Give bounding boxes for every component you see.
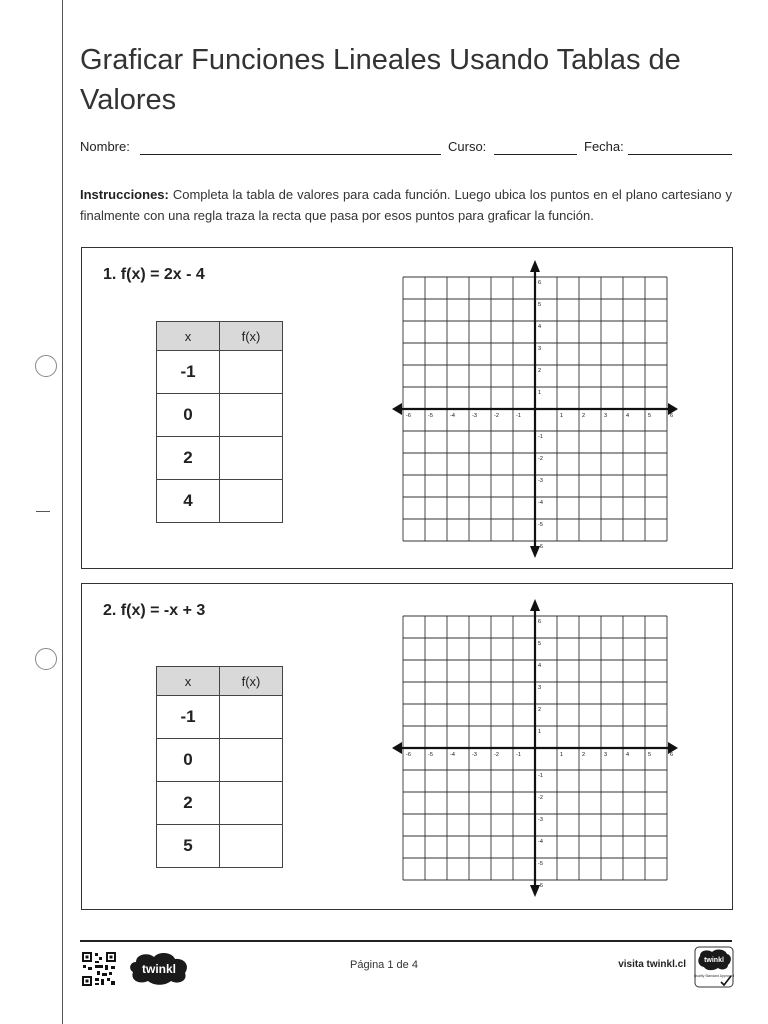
y-tick-label: 2 <box>538 368 542 374</box>
table-header-fx: f(x) <box>220 667 283 696</box>
x-tick-label: -1 <box>516 752 521 758</box>
page-number: Página 1 de 4 <box>350 959 418 971</box>
x-tick-label: -5 <box>428 752 433 758</box>
fold-mark <box>36 511 50 512</box>
x-value: 2 <box>157 437 220 480</box>
coordinate-plane[interactable] <box>388 597 682 899</box>
x-tick-label: 2 <box>582 752 586 758</box>
date-field[interactable] <box>628 154 732 155</box>
punch-hole <box>35 355 57 377</box>
y-tick-label: -2 <box>538 456 543 462</box>
x-tick-label: -3 <box>472 752 477 758</box>
values-table <box>156 321 283 523</box>
y-tick-label: 5 <box>538 641 542 647</box>
y-tick-label: 3 <box>538 346 542 352</box>
course-field[interactable] <box>494 154 577 155</box>
fx-input-cell[interactable] <box>220 696 283 739</box>
x-tick-label: 3 <box>604 752 608 758</box>
table-header-x: x <box>157 667 220 696</box>
fx-input-cell[interactable] <box>220 351 283 394</box>
table-row <box>157 825 283 868</box>
table-row <box>157 739 283 782</box>
exercise-panel-1 <box>81 247 733 569</box>
y-tick-label: 1 <box>538 729 542 735</box>
course-label: Curso: <box>448 139 487 154</box>
fx-input-cell[interactable] <box>220 739 283 782</box>
x-value: 0 <box>157 394 220 437</box>
x-tick-label: 4 <box>626 752 630 758</box>
x-tick-label: -6 <box>406 413 411 419</box>
exercise-label: 1. f(x) = 2x - 4 <box>103 266 205 283</box>
table-row <box>157 480 283 523</box>
coordinate-plane[interactable] <box>388 258 682 560</box>
x-value: 5 <box>157 825 220 868</box>
fx-input-cell[interactable] <box>220 782 283 825</box>
x-tick-label: -6 <box>406 752 411 758</box>
page-title: Graficar Funciones Lineales Usando Tablas de Valores <box>80 44 681 116</box>
y-tick-label: 6 <box>538 619 542 625</box>
y-tick-label: -6 <box>538 883 543 889</box>
x-tick-label: 2 <box>582 413 586 419</box>
x-value: 4 <box>157 480 220 523</box>
y-tick-label: -4 <box>538 500 543 506</box>
table-row <box>157 782 283 825</box>
badge-caption: Quality Standard Approved <box>694 974 734 978</box>
y-tick-label: -6 <box>538 544 543 550</box>
quality-badge-icon <box>694 946 734 988</box>
x-value: 2 <box>157 782 220 825</box>
y-tick-label: 2 <box>538 707 542 713</box>
table-row <box>157 696 283 739</box>
x-tick-label: -4 <box>450 752 455 758</box>
y-tick-label: -3 <box>538 817 543 823</box>
x-value: -1 <box>157 696 220 739</box>
fx-input-cell[interactable] <box>220 480 283 523</box>
y-tick-label: 4 <box>538 663 542 669</box>
y-tick-label: 4 <box>538 324 542 330</box>
x-value: -1 <box>157 351 220 394</box>
exercise-panel-2 <box>81 583 733 910</box>
x-tick-label: -5 <box>428 413 433 419</box>
x-tick-label: -2 <box>494 413 499 419</box>
arrow-left-icon <box>392 403 402 415</box>
fx-input-cell[interactable] <box>220 825 283 868</box>
x-value: 0 <box>157 739 220 782</box>
y-tick-label: -1 <box>538 434 543 440</box>
date-label: Fecha: <box>584 139 624 154</box>
y-tick-label: -5 <box>538 861 543 867</box>
y-tick-label: 6 <box>538 280 542 286</box>
student-fields <box>80 139 732 159</box>
instructions-label: Instrucciones: <box>80 187 169 202</box>
x-tick-label: 1 <box>560 752 564 758</box>
x-tick-label: 6 <box>670 413 674 419</box>
arrow-up-icon <box>530 599 540 611</box>
y-tick-label: -3 <box>538 478 543 484</box>
x-tick-label: -4 <box>450 413 455 419</box>
x-tick-label: 1 <box>560 413 564 419</box>
x-tick-label: -1 <box>516 413 521 419</box>
y-tick-label: -5 <box>538 522 543 528</box>
values-table <box>156 666 283 868</box>
x-tick-label: 4 <box>626 413 630 419</box>
margin-line <box>62 0 63 1024</box>
y-tick-label: -1 <box>538 773 543 779</box>
x-tick-label: -3 <box>472 413 477 419</box>
fx-input-cell[interactable] <box>220 394 283 437</box>
arrow-up-icon <box>530 260 540 272</box>
fx-input-cell[interactable] <box>220 437 283 480</box>
y-tick-label: 5 <box>538 302 542 308</box>
y-tick-label: 1 <box>538 390 542 396</box>
name-label: Nombre: <box>80 139 130 154</box>
exercise-label: 2. f(x) = -x + 3 <box>103 602 206 619</box>
name-field[interactable] <box>140 154 441 155</box>
x-tick-label: 5 <box>648 413 652 419</box>
y-tick-label: -4 <box>538 839 543 845</box>
table-row <box>157 394 283 437</box>
table-header-fx: f(x) <box>220 322 283 351</box>
x-tick-label: -2 <box>494 752 499 758</box>
table-row <box>157 351 283 394</box>
table-row <box>157 437 283 480</box>
punch-hole <box>35 648 57 670</box>
logo-text: twinkl <box>141 962 177 976</box>
table-header-x: x <box>157 322 220 351</box>
y-tick-label: 3 <box>538 685 542 691</box>
instructions <box>80 184 732 226</box>
x-tick-label: 6 <box>670 752 674 758</box>
x-tick-label: 5 <box>648 752 652 758</box>
x-tick-label: 3 <box>604 413 608 419</box>
footer-rule <box>80 940 732 942</box>
arrow-left-icon <box>392 742 402 754</box>
instructions-text: Completa la tabla de valores para cada función. Luego ubica los puntos en el plano cartesiano y finalmente con una regla traza la recta que pasa por esos puntos para graficar la función. <box>80 187 732 223</box>
visit-link[interactable]: visita twinkl.cl <box>618 959 686 970</box>
badge-text: twinkl <box>704 957 724 964</box>
y-tick-label: -2 <box>538 795 543 801</box>
